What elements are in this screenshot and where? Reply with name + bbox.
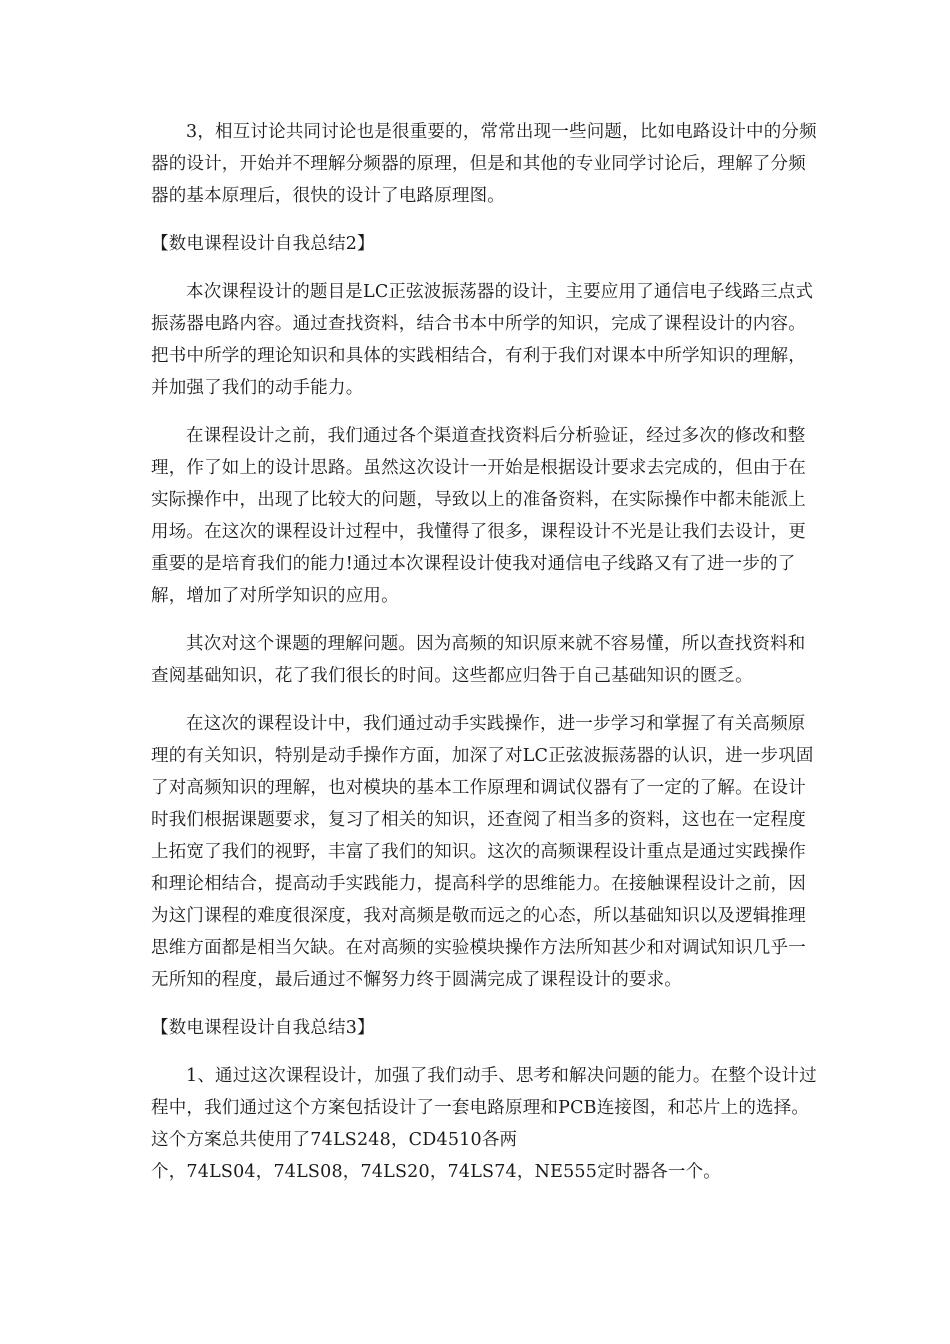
text-line: 本次课程设计的题目是LC正弦波振荡器的设计，主要应用了通信电子线路三点式 [186,282,814,302]
text-line: 无所知的程度，最后通过不懈努力终于圆满完成了课程设计的要求。 [151,970,682,990]
text-line: 理，作了如上的设计思路。虽然这次设计一开始是根据设计要求去完成的，但由于在 [151,458,806,478]
text-line: 解，增加了对所学知识的应用。 [151,586,399,606]
text-line: 时我们根据课题要求，复习了相关的知识，还查阅了相当多的资料，这也在一定程度 [151,810,806,830]
paragraph-practice [116,708,836,996]
text-line: 器的基本原理后，很快的设计了电路原理图。 [151,186,505,206]
text-line: 理的有关知识，特别是动手操作方面，加深了对LC正弦波振荡器的认识，进一步巩固 [151,746,814,766]
paragraph-before-design [116,420,836,612]
text-line: 为这门课程的难度很深度，我对高频是敬而远之的心态，所以基础知识以及逻辑推理 [151,906,806,926]
heading-text: 【数电课程设计自我总结3】 [151,1018,375,1038]
text-line: 上拓宽了我们的视野，丰富了我们的知识。这次的高频课程设计重点是通过实践操作 [151,842,806,862]
document-body [116,116,836,1188]
text-line: 用场。在这次的课程设计过程中，我懂得了很多，课程设计不光是让我们去设计，更 [151,522,806,542]
section-heading-3 [116,1012,836,1044]
text-line: 其次对这个课题的理解问题。因为高频的知识原来就不容易懂，所以查找资料和 [186,634,806,654]
text-line: 和理论相结合，提高动手实践能力，提高科学的思维能力。在接触课程设计之前，因 [151,874,806,894]
text-line: 振荡器电路内容。通过查找资料，结合书本中所学的知识，完成了课程设计的内容。 [151,314,806,334]
text-line: 1、通过这次课程设计，加强了我们动手、思考和解决问题的能力。在整个设计过 [186,1066,817,1086]
text-line: 器的设计，开始并不理解分频器的原理，但是和其他的专业同学讨论后，理解了分频 [151,154,806,174]
text-line: 并加强了我们的动手能力。 [151,378,364,398]
text-line: 在课程设计之前，我们通过各个渠道查找资料后分析验证，经过多次的修改和整 [186,426,806,446]
section-heading-2 [116,228,836,260]
heading-text: 【数电课程设计自我总结2】 [151,234,375,254]
text-line: 程中，我们通过这个方案包括设计了一套电路原理和PCB连接图，和芯片上的选择。 [151,1098,810,1118]
text-line: 思维方面都是相当欠缺。在对高频的实验模块操作方法所知甚少和对调试知识几乎一 [151,938,806,958]
text-line: 个，74LS04，74LS08，74LS20，74LS74，NE555定时器各一个。 [151,1162,721,1182]
text-line: 实际操作中，出现了比较大的问题，导致以上的准备资料，在实际操作中都未能派上 [151,490,806,510]
paragraph-understanding [116,628,836,692]
text-line: 查阅基础知识，花了我们很长的时间。这些都应归咎于自己基础知识的匮乏。 [151,666,753,686]
paragraph-summary-1 [116,1060,836,1188]
text-line: 了对高频知识的理解，也对模块的基本工作原理和调试仪器有了一定的了解。在设计 [151,778,806,798]
text-line: 把书中所学的理论知识和具体的实践相结合，有利于我们对课本中所学知识的理解， [151,346,806,366]
text-line: 重要的是培育我们的能力!通过本次课程设计使我对通信电子线路又有了进一步的了 [151,554,796,574]
text-line: 这个方案总共使用了74LS248，CD4510各两 [151,1130,518,1150]
text-line: 3，相互讨论共同讨论也是很重要的，常常出现一些问题，比如电路设计中的分频 [186,122,817,142]
paragraph-topic [116,276,836,404]
text-line: 在这次的课程设计中，我们通过动手实践操作，进一步学习和掌握了有关高频原 [186,714,806,734]
paragraph-discussion [116,116,836,212]
